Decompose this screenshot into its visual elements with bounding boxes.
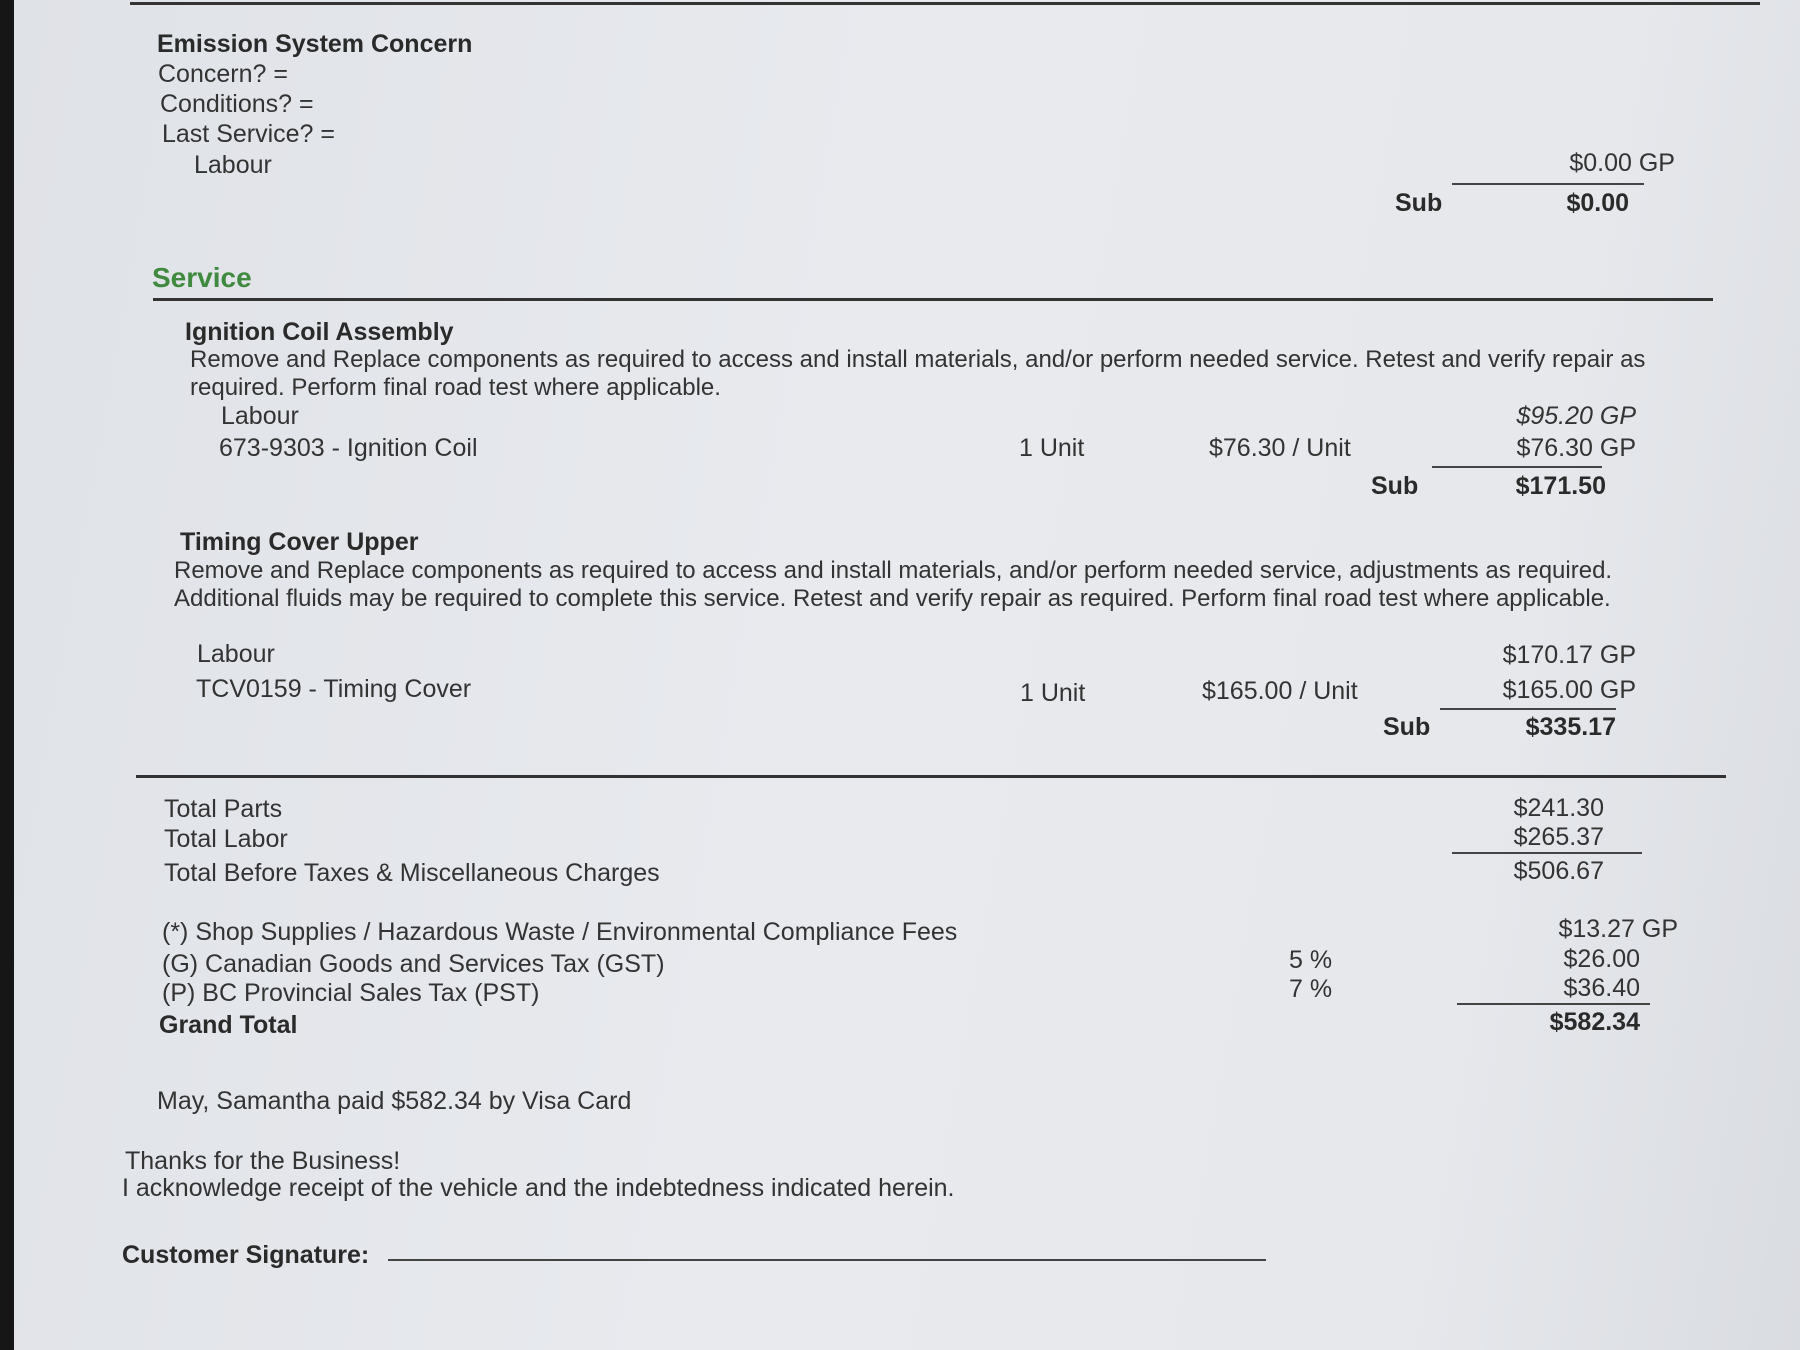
top-rule — [130, 2, 1760, 5]
thanks-line: Thanks for the Business! — [125, 1147, 401, 1175]
service-item-part-unit-price: $76.30 / Unit — [1209, 434, 1351, 462]
service-item-labour-label: Labour — [197, 640, 275, 668]
before-tax-value: $506.67 — [1513, 857, 1604, 885]
shop-supplies-label: (*) Shop Supplies / Hazardous Waste / Environmental Compliance Fees — [162, 918, 958, 946]
grand-total-value: $582.34 — [1549, 1008, 1640, 1036]
gst-value: $26.00 — [1563, 945, 1640, 973]
before-tax-label: Total Before Taxes & Miscellaneous Charges — [164, 859, 660, 887]
acknowledge-line: I acknowledge receipt of the vehicle and the indebtedness indicated herein. — [122, 1174, 955, 1202]
service-item-description: Remove and Replace components as required to access and install materials, and/or perform needed service, adjustments as required. Additional fluids may be required to complete this service. Retest and verify repair as required. Perform final road test where applicable. — [174, 557, 1613, 612]
gst-rate: 5 % — [1289, 946, 1333, 974]
service-item-sub-total: $171.50 — [1515, 472, 1606, 500]
concern-line: Concern? = — [158, 60, 288, 88]
signature-line[interactable] — [388, 1259, 1266, 1261]
emission-title: Emission System Concern — [157, 30, 473, 58]
service-item-labour-amount: $170.17 GP — [1502, 641, 1636, 669]
emission-labour-amount: $0.00 GP — [1569, 149, 1675, 177]
pst-label: (P) BC Provincial Sales Tax (PST) — [162, 979, 540, 1007]
before-tax-rule — [1452, 852, 1642, 854]
service-item-sub-rule — [1440, 708, 1616, 710]
service-item-sub-label: Sub — [1371, 472, 1419, 500]
gst-label: (G) Canadian Goods and Services Tax (GST) — [162, 950, 665, 978]
payment-line: May, Samantha paid $582.34 by Visa Card — [157, 1087, 632, 1115]
total-parts-value: $241.30 — [1513, 794, 1604, 822]
service-item-sub-label: Sub — [1383, 713, 1431, 741]
service-item-sub-rule — [1432, 466, 1602, 468]
emission-sub-total: $0.00 — [1566, 189, 1629, 217]
service-item-title: Ignition Coil Assembly — [185, 318, 454, 346]
totals-rule — [136, 775, 1726, 778]
signature-label: Customer Signature: — [122, 1241, 370, 1269]
service-item-part-unit-price: $165.00 / Unit — [1202, 677, 1358, 705]
service-item-labour-label: Labour — [221, 402, 299, 430]
service-item-part-name: 673-9303 - Ignition Coil — [219, 434, 478, 462]
service-item-part-amount: $165.00 GP — [1502, 676, 1636, 704]
total-parts-label: Total Parts — [164, 795, 283, 823]
pst-rate: 7 % — [1289, 975, 1333, 1003]
service-item-description: Remove and Replace components as required to access and install materials, and/or perform needed service. Retest and verify repair as required. Perform final road test where applicable. — [190, 346, 1646, 401]
service-item-part-qty: 1 Unit — [1019, 434, 1085, 462]
service-item-part-qty: 1 Unit — [1020, 679, 1086, 707]
invoice-page — [14, 0, 1800, 1350]
emission-sub-label: Sub — [1395, 189, 1443, 217]
pst-value: $36.40 — [1563, 974, 1640, 1002]
emission-sub-rule — [1452, 183, 1644, 185]
service-rule — [153, 298, 1713, 301]
conditions-line: Conditions? = — [160, 90, 314, 118]
service-item-labour-amount: $95.20 GP — [1516, 402, 1636, 430]
total-labor-value: $265.37 — [1513, 823, 1604, 851]
emission-labour-label: Labour — [194, 151, 272, 179]
grand-total-rule — [1457, 1003, 1650, 1005]
service-heading: Service — [152, 262, 252, 293]
service-item-part-name: TCV0159 - Timing Cover — [196, 675, 472, 703]
shop-supplies-value: $13.27 GP — [1558, 915, 1678, 943]
service-item-title: Timing Cover Upper — [180, 528, 419, 556]
grand-total-label: Grand Total — [159, 1011, 298, 1039]
last-service-line: Last Service? = — [162, 120, 336, 148]
service-item-part-amount: $76.30 GP — [1516, 434, 1636, 462]
service-item-sub-total: $335.17 — [1525, 713, 1616, 741]
total-labor-label: Total Labor — [164, 825, 288, 853]
